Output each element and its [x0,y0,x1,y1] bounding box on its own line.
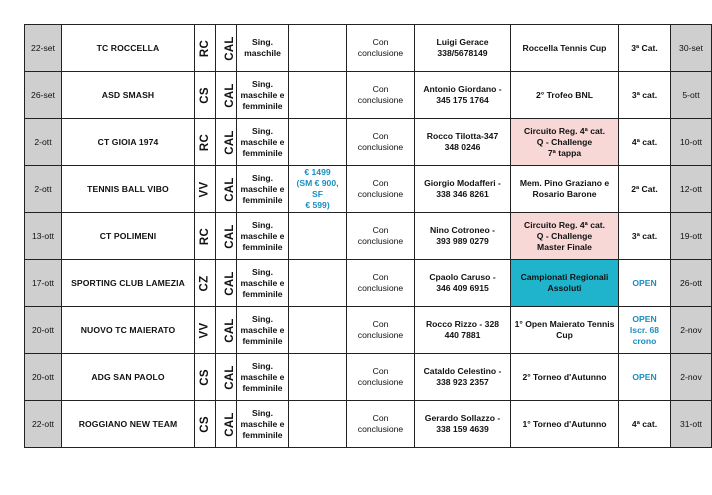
event-type [237,260,289,307]
province-code-label: VV [198,181,211,197]
club-name: CT POLIMENI [62,213,195,260]
start-date: 20-ott [25,354,62,401]
start-date: 2-ott [25,119,62,166]
province-code [195,260,216,307]
format-line: Con [372,413,389,423]
prize-money [289,401,347,448]
event-type-line: Sing. [251,360,273,371]
contact-info [415,119,511,166]
contact-info-line: 440 7881 [444,330,481,340]
category-line: crono [632,335,657,346]
format-line: Con [372,366,389,376]
province-code-label: RC [199,133,212,151]
tournament-name [511,119,619,166]
province-code [195,25,216,72]
event-type-line: Sing. [251,313,273,324]
start-date: 2-ott [25,166,62,213]
contact-info-line: 338 346 8261 [436,189,489,199]
event-type-line: femminile [242,429,283,440]
contact-info-line: Gerardo Sollazzo - [424,413,501,423]
event-type-line: Sing. [251,37,273,47]
club-name: TENNIS BALL VIBO [62,166,195,213]
contact-info-line: 393 989 0279 [436,236,489,246]
category-line: 2ª Cat. [631,183,658,194]
event-type-line: Sing. [251,172,273,183]
event-type [237,213,289,260]
category [619,307,671,354]
format [347,260,415,307]
tournament-name-line: 1° Open Maierato Tennis [514,319,615,329]
tournament-name [511,166,619,213]
table-row [25,260,712,307]
event-type-line: maschile e [240,183,285,194]
tournament-name-line: Circuito Reg. 4ª cat. [523,219,606,230]
event-type [237,119,289,166]
category-line: OPEN [632,277,657,288]
event-type-line: Sing. [251,266,273,277]
club-name: CT GIOIA 1974 [62,119,195,166]
tournament-name-line: Campionati Regionali [520,272,609,282]
format-line: conclusione [357,189,404,199]
format-line: conclusione [357,142,404,152]
event-type-line: femminile [242,147,283,158]
tournament-name [511,213,619,260]
contact-info-line: Antonio Giordano - [423,84,502,94]
end-date: 26-ott [671,260,712,307]
province-code-label: VV [198,322,211,338]
category [619,354,671,401]
contact-info [415,401,511,448]
format-line: conclusione [357,95,404,105]
table-row [25,401,712,448]
table-row [25,72,712,119]
end-date: 30-set [671,25,712,72]
event-type-line: femminile [242,382,283,393]
category [619,119,671,166]
start-date: 20-ott [25,307,62,354]
tournament-name-line: Q - Challenge [536,136,593,147]
province-code-label: CZ [198,275,211,291]
event-type-line: maschile e [240,371,285,382]
contact-info-line: 338 923 2357 [436,377,489,387]
event-type [237,166,289,213]
format [347,72,415,119]
region-code-label: CAL [223,82,236,108]
prize-money [289,72,347,119]
tournament-name-line: 1° Torneo d'Autunno [522,418,607,429]
event-type [237,72,289,119]
format-line: Con [372,178,389,188]
table-row [25,166,712,213]
region-code [216,401,237,448]
table-row [25,119,712,166]
contact-info-line: Rocco Rizzo - 328 [425,319,500,329]
start-date: 17-ott [25,260,62,307]
category-line: 4ª cat. [631,136,658,147]
club-name: ROGGIANO NEW TEAM [62,401,195,448]
contact-info-line: Luigi Gerace [436,37,489,47]
region-code-label: CAL [223,411,236,437]
category [619,401,671,448]
region-code [216,307,237,354]
contact-info-line: 338/5678149 [437,48,488,58]
category [619,213,671,260]
format [347,213,415,260]
tournament-name-line: Q - Challenge [536,230,593,241]
province-code [195,72,216,119]
category [619,260,671,307]
format-line: Con [372,225,389,235]
tournament-name-line: Cup [556,330,573,340]
province-code-label: CS [198,86,211,104]
region-code [216,213,237,260]
category-line: 3ª cat. [631,230,658,241]
end-date: 31-ott [671,401,712,448]
table-row [25,354,712,401]
region-code [216,166,237,213]
event-type [237,401,289,448]
region-code-label: CAL [223,364,236,390]
province-code [195,166,216,213]
end-date: 2-nov [671,307,712,354]
event-type-line: maschile e [240,324,285,335]
category-line: Iscr. 68 [629,324,660,335]
prize-money [289,213,347,260]
event-type-line: femminile [242,288,283,299]
prize-money-line: (SM € 900, SF [296,178,339,199]
region-code [216,25,237,72]
province-code [195,119,216,166]
end-date: 19-ott [671,213,712,260]
contact-info-line: 338 159 4639 [436,424,489,434]
format-line: Con [372,37,389,47]
province-code-label: CS [198,415,211,433]
contact-info-line: Rocco Tilotta-347 [426,131,499,141]
event-type-line: maschile e [240,136,285,147]
prize-money [289,25,347,72]
end-date: 2-nov [671,354,712,401]
club-name: TC ROCCELLA [62,25,195,72]
region-code [216,354,237,401]
event-type-line: maschile [244,48,281,58]
tournament-name-line: Mem. Pino Graziano e [519,178,610,188]
tournament-name-line: Roccella Tennis Cup [522,42,607,53]
table-body [25,25,712,448]
end-date: 5-ott [671,72,712,119]
end-date: 12-ott [671,166,712,213]
tournament-name [511,260,619,307]
prize-money [289,307,347,354]
format-line: conclusione [357,48,404,58]
category-line: 3ª cat. [631,89,658,100]
province-code-label: RC [199,227,212,245]
region-code [216,260,237,307]
format [347,307,415,354]
event-type-line: femminile [242,194,283,205]
tournament-name-line: Rosario Barone [532,189,597,199]
contact-info [415,166,511,213]
prize-money [289,166,347,213]
end-date: 10-ott [671,119,712,166]
tournament-calendar-table [24,24,712,448]
tournament-name-line: Assoluti [547,283,582,293]
event-type-line: Sing. [251,219,273,230]
event-type-line: maschile e [240,418,285,429]
contact-info-line: Cataldo Celestino - [423,366,502,376]
contact-info [415,307,511,354]
format-line: conclusione [357,330,404,340]
contact-info [415,25,511,72]
region-code-label: CAL [223,35,236,61]
tournament-name-line: 7ª tappa [547,147,582,158]
prize-money-line: € 599) [305,200,330,210]
contact-info-line: 348 0246 [444,142,481,152]
contact-info [415,213,511,260]
format [347,401,415,448]
province-code [195,213,216,260]
province-code [195,401,216,448]
event-type-line: Sing. [251,78,273,89]
contact-info [415,260,511,307]
tournament-name [511,354,619,401]
start-date: 22-set [25,25,62,72]
format [347,354,415,401]
contact-info [415,72,511,119]
format-line: conclusione [357,283,404,293]
category-line: 4ª cat. [631,418,658,429]
tournament-name-line: 2° Torneo d'Autunno [522,371,607,382]
tournament-name-line: 2° Trofeo BNL [536,89,593,100]
format [347,166,415,213]
format-line: conclusione [357,377,404,387]
event-type-line: Sing. [251,407,273,418]
format-line: Con [372,272,389,282]
event-type [237,307,289,354]
format-line: Con [372,84,389,94]
category-line: 3ª Cat. [631,42,658,53]
format [347,25,415,72]
start-date: 26-set [25,72,62,119]
prize-money-line: € 1499 [304,167,331,177]
category-line: OPEN [632,313,657,324]
club-name: NUOVO TC MAIERATO [62,307,195,354]
prize-money [289,260,347,307]
region-code-label: CAL [223,176,236,202]
contact-info-line: 345 175 1764 [436,95,489,105]
format-line: conclusione [357,424,404,434]
start-date: 22-ott [25,401,62,448]
province-code [195,354,216,401]
category [619,166,671,213]
club-name: ASD SMASH [62,72,195,119]
province-code [195,307,216,354]
event-type-line: maschile e [240,89,285,100]
table-row [25,307,712,354]
region-code-label: CAL [223,129,236,155]
event-type-line: Sing. [251,125,273,136]
table-row [25,25,712,72]
region-code [216,72,237,119]
province-code-label: CS [198,368,211,386]
contact-info [415,354,511,401]
contact-info-line: Giorgio Modafferi - [424,178,501,188]
event-type-line: maschile e [240,277,285,288]
region-code-label: CAL [223,270,236,296]
tournament-name [511,401,619,448]
tournament-name-line: Master Finale [537,241,592,252]
event-type [237,354,289,401]
contact-info-line: Nino Cotroneo - [430,225,495,235]
event-type-line: femminile [242,100,283,111]
prize-money [289,354,347,401]
club-name: ADG SAN PAOLO [62,354,195,401]
prize-money [289,119,347,166]
table-row [25,213,712,260]
club-name: SPORTING CLUB LAMEZIA [62,260,195,307]
format [347,119,415,166]
format-line: conclusione [357,236,404,246]
event-type-line: femminile [242,335,283,346]
tournament-name-line: Circuito Reg. 4ª cat. [523,125,606,136]
start-date: 13-ott [25,213,62,260]
event-type-line: maschile e [240,230,285,241]
event-type-line: femminile [242,241,283,252]
tournament-name [511,72,619,119]
tournament-name [511,25,619,72]
province-code-label: RC [199,39,212,57]
format-line: Con [372,131,389,141]
event-type [237,25,289,72]
region-code-label: CAL [223,317,236,343]
region-code [216,119,237,166]
format-line: Con [372,319,389,329]
contact-info-line: 346 409 6915 [436,283,489,293]
category [619,25,671,72]
category-line: OPEN [632,371,657,382]
tournament-name [511,307,619,354]
category [619,72,671,119]
contact-info-line: Cpaolo Caruso - [429,272,496,282]
region-code-label: CAL [223,223,236,249]
